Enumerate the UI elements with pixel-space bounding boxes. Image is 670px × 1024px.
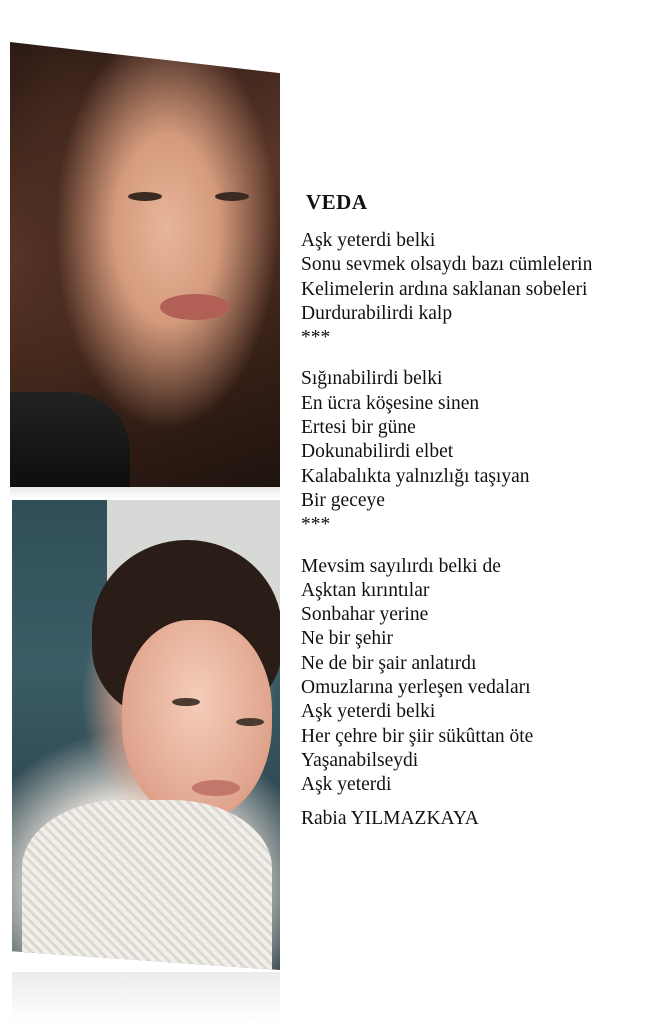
poem-line: Ne bir şehir	[301, 628, 394, 650]
poem-title: VEDA	[306, 190, 368, 214]
poem-line: Sonu sevmek olsaydı bazı cümlelerin	[301, 254, 593, 276]
poem-line: Ne de bir şair anlatırdı	[301, 652, 477, 674]
poem-line: Aşktan kırıntılar	[301, 579, 430, 601]
poem-line: Aşk yeterdi	[301, 774, 392, 796]
scarf	[22, 800, 272, 970]
poem-line: Bir geceye	[301, 489, 385, 511]
poem-line: Mevsim sayılırdı belki de	[301, 555, 501, 577]
poem-line: Dokunabilirdi elbet	[301, 441, 454, 463]
poem-line: Yaşanabilseydi	[301, 749, 419, 771]
poem-line: Her çehre bir şiir sükûttan öte	[301, 725, 534, 747]
poem-line: Ertesi bir güne	[301, 417, 416, 439]
poem-line: Sığınabilirdi belki	[301, 368, 443, 390]
photo-reflection-bottom	[12, 972, 280, 1024]
poem-line: Durdurabilirdi kalp	[301, 302, 453, 324]
poem-line: Omuzlarına yerleşen vedaları	[301, 677, 531, 699]
poem-line: Sonbahar yerine	[301, 604, 429, 626]
jacket	[10, 392, 130, 487]
lips	[160, 294, 230, 320]
eye-left	[128, 192, 162, 201]
portrait-photo-bottom	[12, 500, 280, 970]
stanza	[301, 229, 661, 350]
portrait-photo-top	[10, 42, 280, 487]
lips	[192, 780, 240, 796]
stanza	[301, 555, 661, 798]
stanza	[301, 367, 661, 537]
eye-left	[172, 698, 200, 706]
poem-line: Aşk yeterdi belki	[301, 230, 436, 251]
poem	[301, 190, 661, 831]
eye-right	[215, 192, 249, 201]
stanza-separator: ***	[301, 514, 331, 536]
stanza-separator: ***	[301, 327, 331, 349]
photo-reflection-top	[10, 487, 280, 499]
eye-right	[236, 718, 264, 726]
poem-line: En ücra köşesine sinen	[301, 392, 480, 414]
poem-line: Aşk yeterdi belki	[301, 701, 436, 723]
poem-author: Rabia YILMAZKAYA	[301, 807, 479, 829]
poem-line: Kelimelerin ardına saklanan sobeleri	[301, 278, 588, 300]
poem-line: Kalabalıkta yalnızlığı taşıyan	[301, 465, 530, 487]
